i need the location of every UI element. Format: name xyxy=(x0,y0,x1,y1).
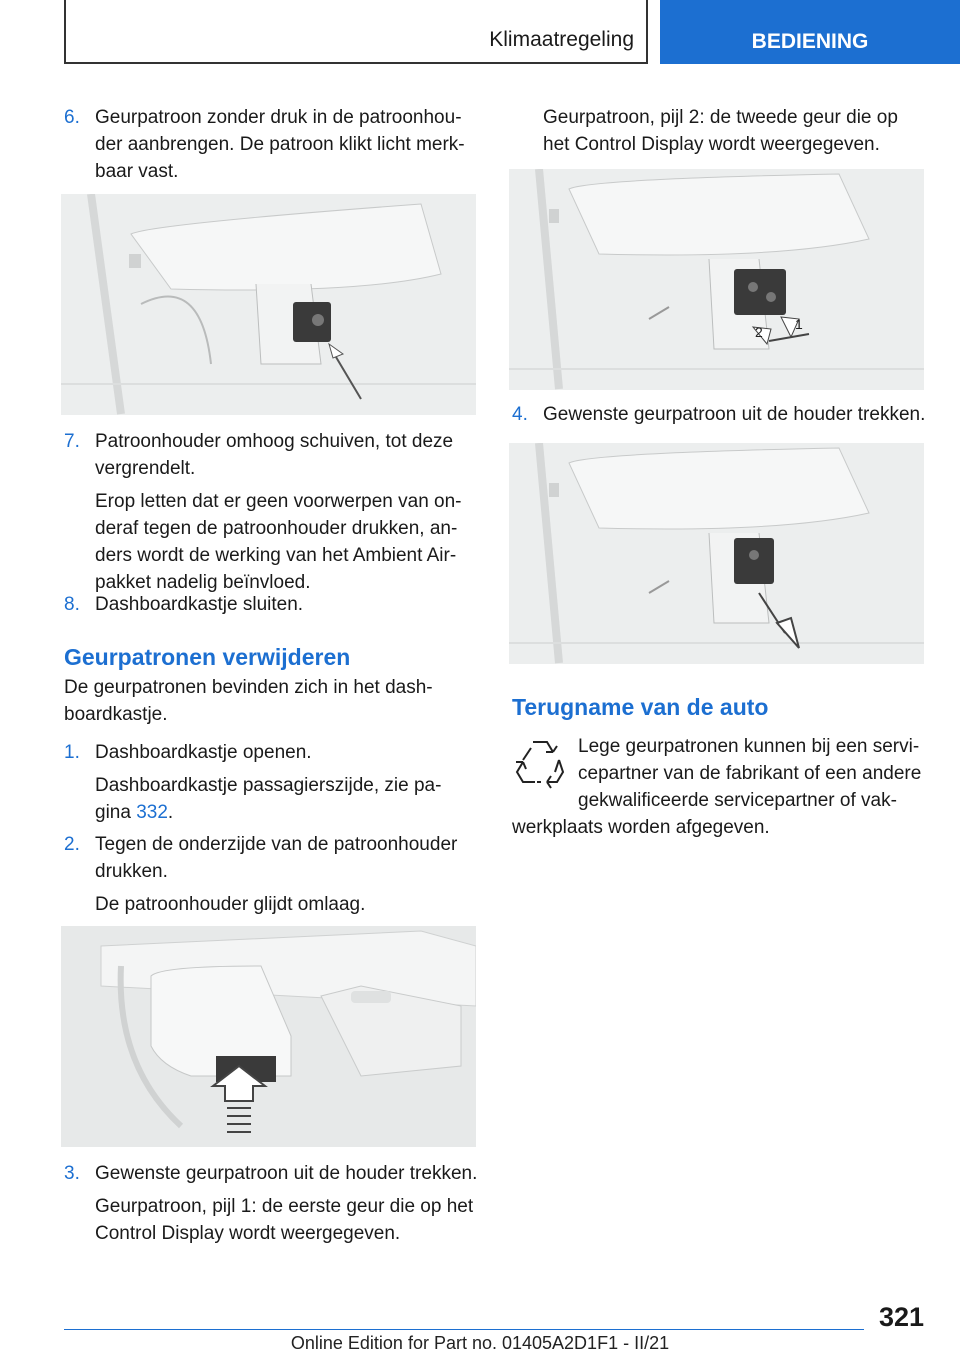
figure-cartridge-insert xyxy=(61,194,476,415)
chapter-tab[interactable]: BEDIENING xyxy=(660,0,960,64)
recycle-note xyxy=(578,733,938,814)
header-box xyxy=(64,0,648,64)
step-3-continuation xyxy=(543,104,933,158)
step-number: 1. xyxy=(64,742,80,763)
text-line: gekwalificeerde servicepartner of vak- xyxy=(578,790,897,811)
step-text: Dashboardkastje sluiten. xyxy=(95,594,304,615)
text-line: drukken. xyxy=(95,861,168,882)
text-line: De patroonhouder glijdt omlaag. xyxy=(95,894,366,915)
step-number: 3. xyxy=(64,1163,80,1184)
illustration-holder-press xyxy=(61,926,476,1147)
step-number: 7. xyxy=(64,431,80,452)
arrow-label-2: 2 xyxy=(755,324,763,340)
text-line: Erop letten dat er geen voorwerpen van on- xyxy=(95,491,462,512)
text-line: De geurpatronen bevinden zich in het dash- xyxy=(64,677,433,698)
step-number: 4. xyxy=(512,404,528,425)
step-text xyxy=(95,104,465,185)
text-line: boardkastje. xyxy=(64,704,168,725)
text-line: Dashboardkastje openen. xyxy=(95,742,312,763)
text-line: Patroonhouder omhoog schuiven, tot deze xyxy=(95,431,454,452)
text-line: Control Display wordt weergegeven. xyxy=(95,1223,401,1244)
step-text: Gewenste geurpatroon uit de houder trekken. xyxy=(543,404,926,425)
step-text xyxy=(95,1160,477,1247)
text-line: deraf tegen de patroonhouder drukken, an- xyxy=(95,518,458,539)
step-number: 6. xyxy=(64,107,80,128)
text-line: Geurpatroon, pijl 1: de eerste geur die op het xyxy=(95,1196,474,1217)
arrow-label-1: 1 xyxy=(795,316,803,332)
text-line: Gewenste geurpatroon uit de houder trekken. xyxy=(95,1163,478,1184)
page-link-332[interactable]: 332 xyxy=(136,802,168,823)
intro-paragraph xyxy=(64,674,476,728)
page-number: 321 xyxy=(878,1302,924,1332)
section-heading-remove: Geurpatronen verwijderen xyxy=(64,644,351,670)
illustration-holder-insert xyxy=(61,194,476,415)
illustration-cartridge-arrows xyxy=(509,169,924,390)
text-line: Tegen de onderzijde van de patroonhouder xyxy=(95,834,458,855)
illustration-cartridge-pull xyxy=(509,443,924,664)
step-text xyxy=(95,739,441,826)
section-heading-return: Terugname van de auto xyxy=(512,694,769,720)
footer-divider xyxy=(64,1329,864,1330)
step-number: 8. xyxy=(64,594,80,615)
figure-arrows-1-2 xyxy=(509,169,924,390)
text-line: cepartner van de fabrikant of een andere xyxy=(578,763,922,784)
step-number: 2. xyxy=(64,834,80,855)
text-line: ders wordt de werking van het Ambient Air- xyxy=(95,545,457,566)
text-line: vergrendelt. xyxy=(95,458,196,479)
text-line: pakket nadelig beïnvloed. xyxy=(95,572,311,593)
section-title: Klimaatregeling xyxy=(489,28,634,51)
text-line: het Control Display wordt weergegeven. xyxy=(543,134,880,155)
recycle-icon xyxy=(513,736,567,790)
text-line: Lege geurpatronen kunnen bij een servi- xyxy=(578,736,920,757)
figure-holder-press xyxy=(61,926,476,1147)
text-line: der aanbrengen. De patroon klikt licht merk- xyxy=(95,134,465,155)
text-fragment: . xyxy=(167,802,174,823)
step-text xyxy=(95,428,462,596)
text-line: Geurpatroon zonder druk in de patroonhou- xyxy=(95,107,462,128)
text-line xyxy=(95,799,441,826)
figure-cartridge-pull xyxy=(509,443,924,664)
step-text xyxy=(95,831,457,918)
recycle-note-end: werkplaats worden afgegeven. xyxy=(512,817,770,838)
text-line: Geurpatroon, pijl 2: de tweede geur die op xyxy=(543,107,898,128)
text-fragment: gina xyxy=(95,802,137,823)
text-line: Dashboardkastje passagierszijde, zie pa- xyxy=(95,775,442,796)
text-line: baar vast. xyxy=(95,161,179,182)
edition-footer: Online Edition for Part no. 01405A2D1F1 - II/21 xyxy=(290,1333,670,1353)
